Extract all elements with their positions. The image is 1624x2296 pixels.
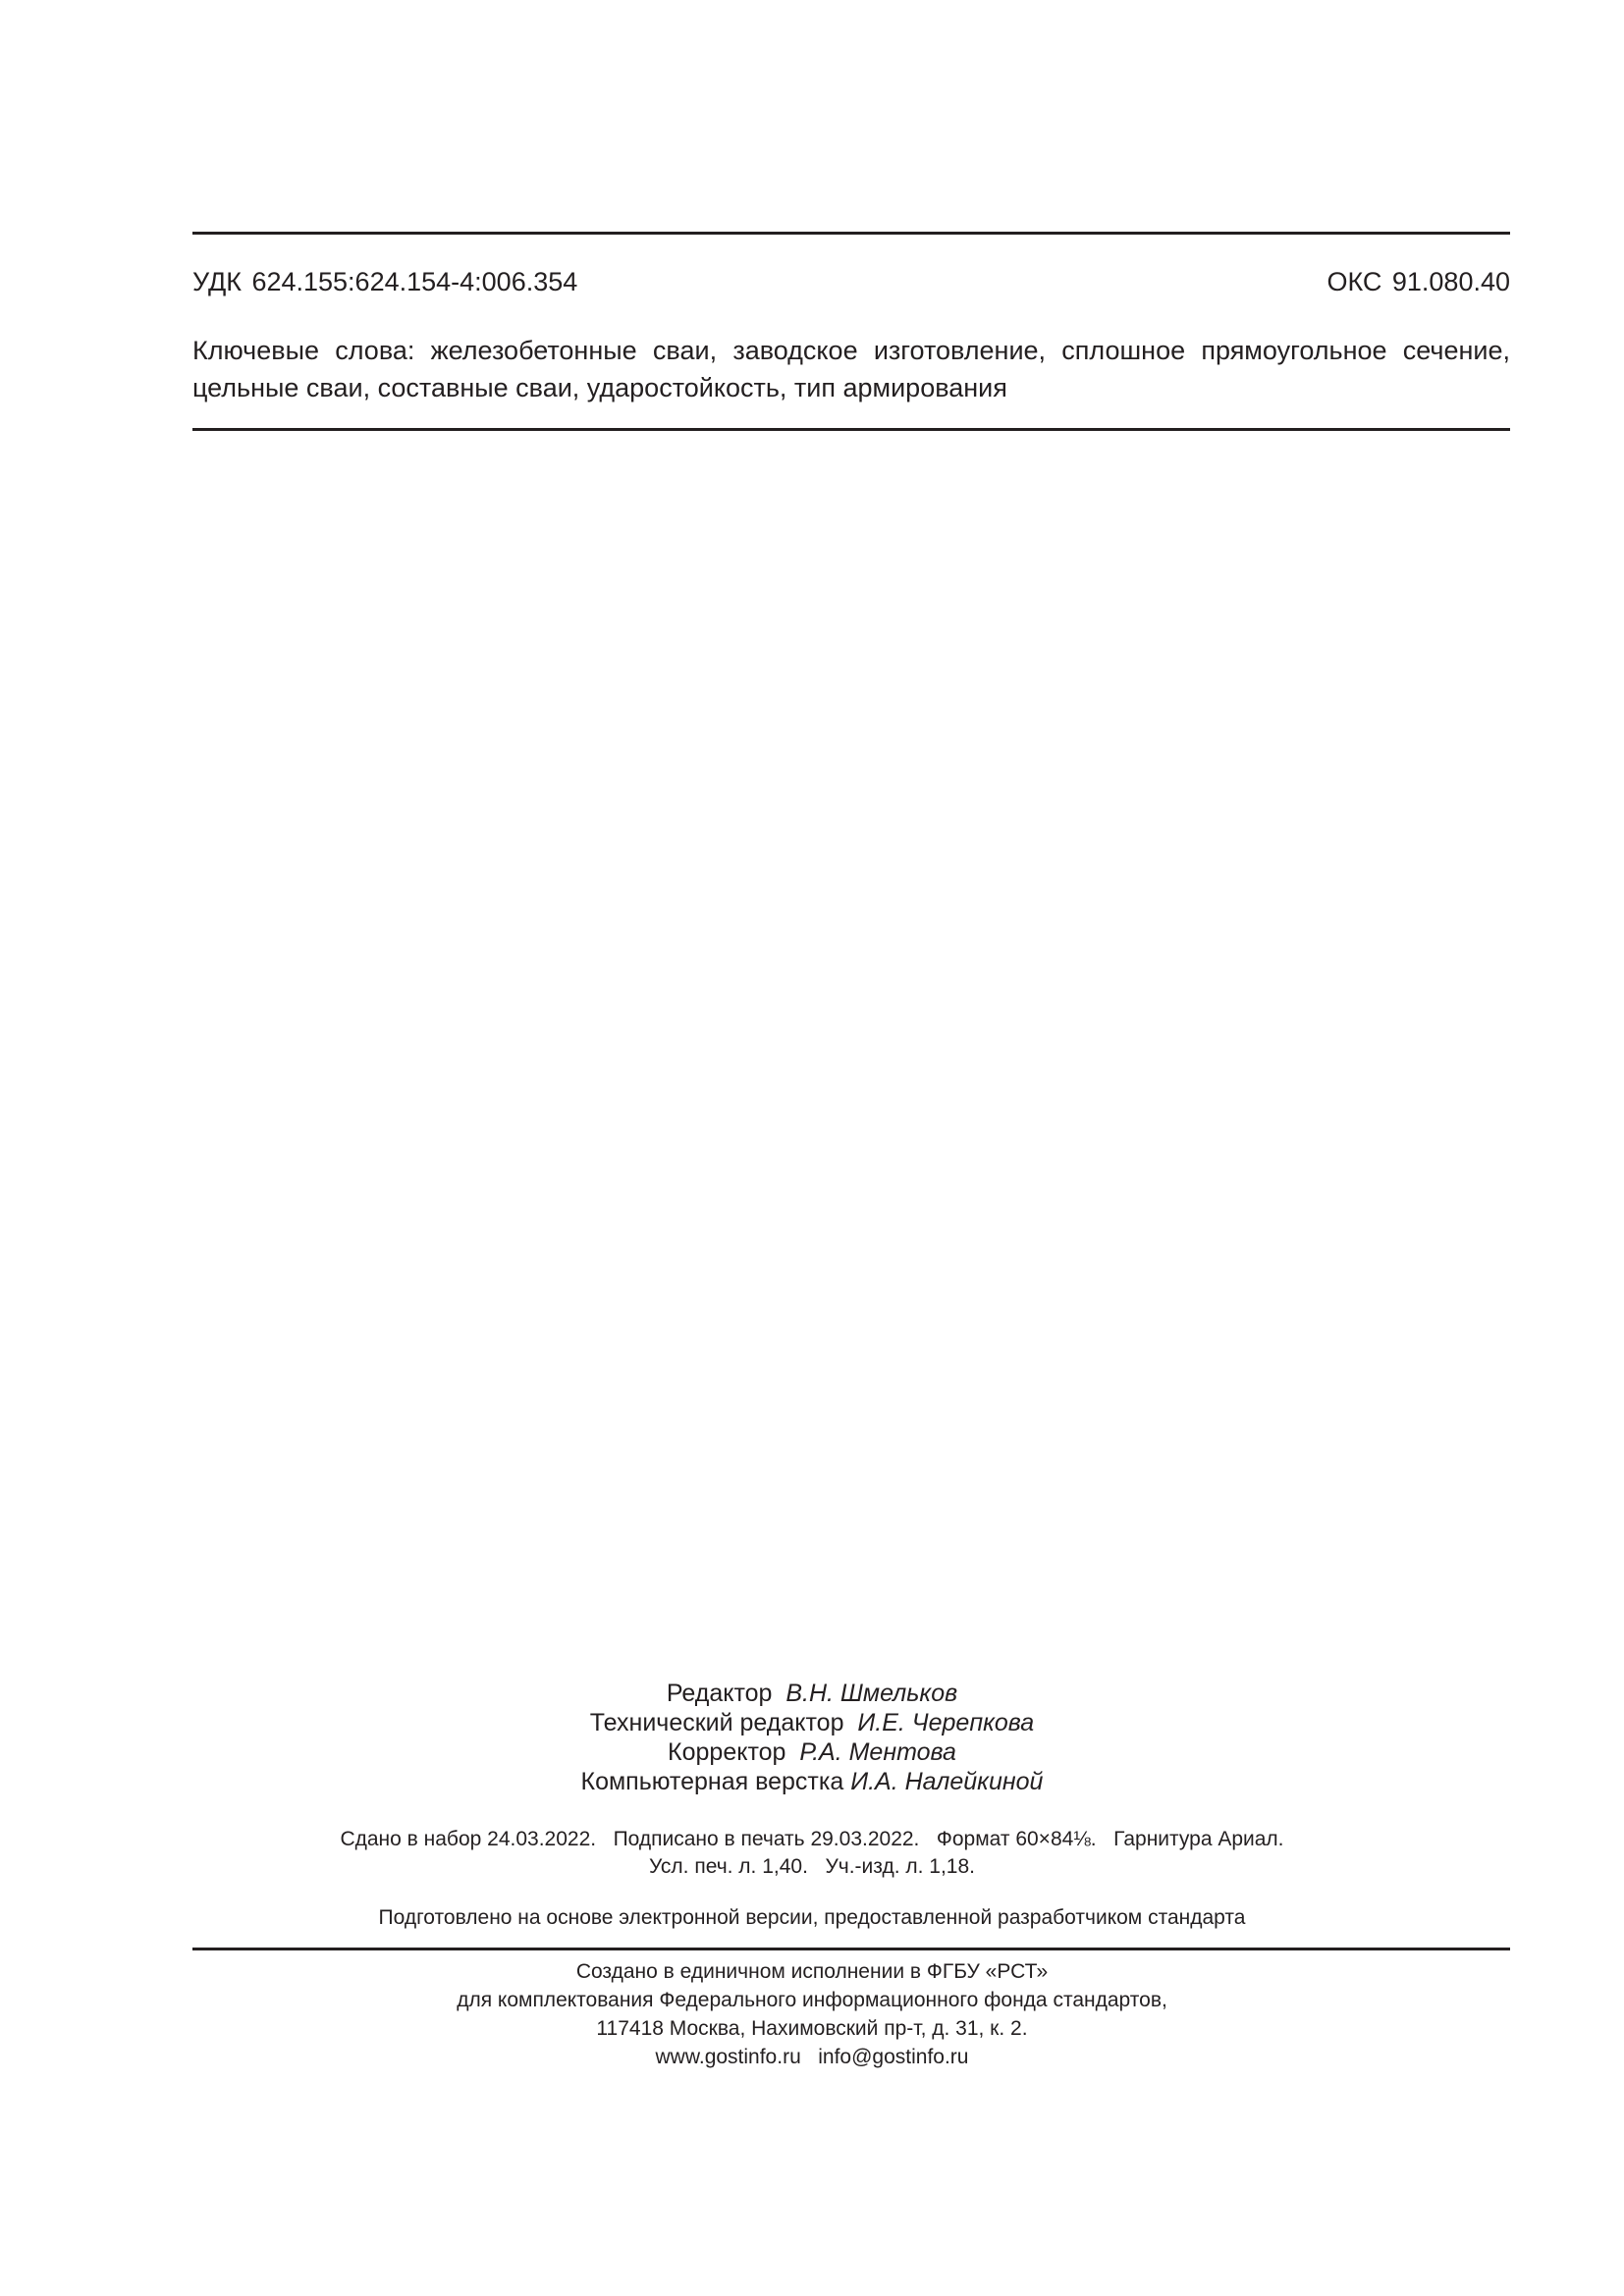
- keywords-paragraph: Ключевые слова: железобетонные сваи, заводское изготовление, сплошное прямоугольное сечение, цельные сваи, составные сваи, ударостойкость, тип армирования: [192, 336, 1510, 402]
- layout-name: И.А. Налейкиной: [850, 1768, 1044, 1795]
- corrector-line: [0, 1737, 1624, 1767]
- publisher-address: 117418 Москва, Нахимовский пр-т, д. 31, к. 2.: [596, 2017, 1028, 2040]
- layout-role: Компьютерная верстка: [580, 1768, 851, 1795]
- publisher-block: [0, 1957, 1624, 2071]
- publisher-line-1: Создано в единичном исполнении в ФГБУ «РСТ»: [575, 1960, 1049, 1983]
- tech-editor-name: И.Е. Черепкова: [857, 1709, 1035, 1736]
- publisher-contacts: www.gostinfo.ru info@gostinfo.ru: [655, 2046, 969, 2068]
- editor-name: В.Н. Шмельков: [785, 1680, 958, 1707]
- publisher-line-2: для комплектования Федерального информационного фонда стандартов,: [457, 1989, 1167, 2011]
- credits-block: [0, 1679, 1624, 1796]
- bottom-divider: [192, 1948, 1510, 1950]
- print-info-line-2: Усл. печ. л. 1,40. Уч.-изд. л. 1,18.: [648, 1855, 975, 1878]
- corrector-role: Корректор: [668, 1738, 800, 1766]
- top-divider: [192, 232, 1510, 235]
- classification-row: [192, 265, 1510, 298]
- corrector-name: Р.А. Ментова: [799, 1738, 956, 1766]
- prepared-note: Подготовлено на основе электронной версии, предоставленной разработчиком стандарта: [378, 1906, 1246, 1929]
- oks-code: ОКС 91.080.40: [1326, 267, 1510, 296]
- udk-code: УДК 624.155:624.154-4:006.354: [192, 267, 578, 296]
- tech-editor-line: [0, 1708, 1624, 1737]
- print-info-block: [0, 1826, 1624, 1881]
- middle-divider: [192, 428, 1510, 431]
- layout-line: [0, 1767, 1624, 1796]
- editor-line: [0, 1679, 1624, 1708]
- print-info-line-1: Сдано в набор 24.03.2022. Подписано в печать 29.03.2022. Формат 60×84⅛. Гарнитура Ариал.: [340, 1828, 1284, 1850]
- editor-role: Редактор: [666, 1680, 786, 1707]
- tech-editor-role: Технический редактор: [589, 1709, 858, 1736]
